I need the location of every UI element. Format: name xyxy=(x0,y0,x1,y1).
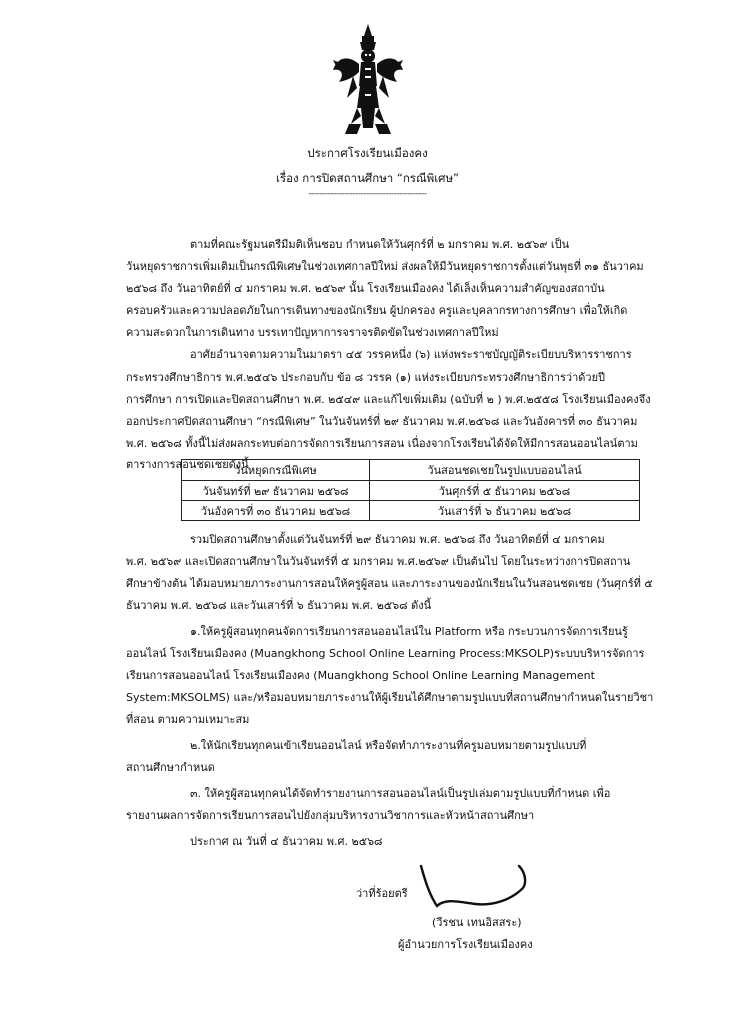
body-line: รวมปิดสถานศึกษาตั้งแต่วันจันทร์ที่ ๒๙ ธันวาคม พ.ศ. ๒๕๖๘ ถึง วันอาทิตย์ที่ ๔ มกราคม xyxy=(190,533,605,546)
body-line: ๑.ให้ครูผู้สอนทุกคนจัดการเรียนการสอนออนไลน์ใน Platform หรือ กระบวนการจัดการเรียนรู้ xyxy=(190,625,628,638)
table-cell: วันอังคารที่ ๓๐ ธันวาคม ๒๕๖๘ xyxy=(182,501,370,521)
body-line: ๓. ให้ครูผู้สอนทุกคนได้จัดทำรายงานการสอนออนไลน์เป็นรูปเล่มตามรูปแบบที่กำหนด เพื่อ xyxy=(190,787,611,800)
signer-position: ผู้อำนวยการโรงเรียนเมืองคง xyxy=(398,938,533,951)
body-line: ธันวาคม พ.ศ. ๒๕๖๘ และวันเสาร์ที่ ๖ ธันวาคม พ.ศ. ๒๕๖๘ ดังนี้ xyxy=(126,599,432,612)
body-line: System:MKSOLMS) และ/หรือมอบหมายภาระงานให้ผู้เรียนได้ศึกษาตามรูปแบบที่สถานศึกษากำหนดในรายวิชา xyxy=(126,691,654,704)
table-cell: วันเสาร์ที่ ๖ ธันวาคม ๒๕๖๘ xyxy=(370,501,640,521)
body-line: ออกประกาศปิดสถานศึกษา “กรณีพิเศษ” ในวันจันทร์ที่ ๒๙ ธันวาคม พ.ศ.๒๕๖๘ และวันอังคารที่ ๓๐ ธันวาคม xyxy=(126,415,638,428)
body-line: อาศัยอำนาจตามความในมาตรา ๔๕ วรรคหนึ่ง (๖) แห่งพระราชบัญญัติระเบียบบริหารราชการ xyxy=(190,348,632,361)
body-line: การศึกษา การเปิดและปิดสถานศึกษา พ.ศ. ๒๕๔๙ และแก้ไขเพิ่มเติม (ฉบับที่ ๒ ) พ.ศ.๒๕๕๘ โรงเรียนเมืองคงจึง xyxy=(126,393,651,406)
table-cell: วันจันทร์ที่ ๒๙ ธันวาคม ๒๕๖๘ xyxy=(182,481,370,501)
body-line: ออนไลน์ โรงเรียนเมืองคง (Muangkhong School Online Learning Process:MKSOLP)ระบบบริหารจัดการ xyxy=(126,647,645,660)
body-line: ๒๕๖๘ ถึง วันอาทิตย์ที่ ๔ มกราคม พ.ศ. ๒๕๖๙ นั้น โรงเรียนเมืองคง ได้เล็งเห็นความสำคัญของสถาบัน xyxy=(126,282,605,295)
body-line: วันหยุดราชการเพิ่มเติมเป็นกรณีพิเศษในช่วงเทศกาลปีใหม่ ส่งผลให้มีวันหยุดราชการตั้งแต่วันพุธที่ ๓๑ ธันวาคม xyxy=(126,260,644,273)
body-line: พ.ศ. ๒๕๖๙ และเปิดสถานศึกษาในวันจันทร์ที่ ๕ มกราคม พ.ศ.๒๕๖๙ เป็นต้นไป โดยในระหว่างการปิดสถาน xyxy=(126,555,631,568)
body-line: ตารางการสอนชดเชยดังนี้ xyxy=(126,458,249,471)
table-cell: วันศุกร์ที่ ๕ ธันวาคม ๒๕๖๘ xyxy=(370,481,640,501)
signer-rank: ว่าที่ร้อยตรี xyxy=(356,887,408,900)
table-header-cell: วันสอนชดเชยในรูปแบบออนไลน์ xyxy=(370,460,640,481)
announcement-subject: เรื่อง การปิดสถานศึกษา “กรณีพิเศษ” xyxy=(275,171,460,185)
garuda-emblem-icon xyxy=(331,24,405,136)
announcement-title: ประกาศโรงเรียนเมืองคง xyxy=(307,146,428,160)
body-line: ๒.ให้นักเรียนทุกคนเข้าเรียนออนไลน์ หรือจัดทำภาระงานที่ครูมอบหมายตามรูปแบบที่ xyxy=(190,739,587,752)
body-line: กระทรวงศึกษาธิการ พ.ศ.๒๕๔๖ ประกอบกับ ข้อ ๘ วรรค (๑) แห่งระเบียบกระทรวงศึกษาธิการว่าด้วยปี xyxy=(126,371,606,384)
body-line: ศึกษาข้างต้น ได้มอบหมายภาระงานการสอนให้ครูผู้สอน และภาระงานของนักเรียนในวันสอนชดเชย (วันศุกร์ที่ ๕ xyxy=(126,577,653,590)
body-line: ครอบครัวและความปลอดภัยในการเดินทางของนักเรียน ผู้ปกครอง ครูและบุคลากรทางการศึกษา เพื่อให้เกิด xyxy=(126,304,628,317)
body-line: ตามที่คณะรัฐมนตรีมีมติเห็นชอบ กำหนดให้วันศุกร์ที่ ๒ มกราคม พ.ศ. ๒๕๖๙ เป็น xyxy=(190,238,570,251)
signer-name: (วีรชน เทนอิสสระ) xyxy=(432,916,522,929)
body-line: ที่สอน ตามความเหมาะสม xyxy=(126,713,250,726)
table-header-cell: วันหยุดกรณีพิเศษ xyxy=(182,460,370,481)
handwritten-signature-icon xyxy=(415,862,533,914)
table-header-row xyxy=(182,460,640,481)
compensation-schedule-table xyxy=(181,459,640,521)
issue-date-line: ประกาศ ณ วันที่ ๔ ธันวาคม พ.ศ. ๒๕๖๘ xyxy=(190,835,383,848)
body-line: สถานศึกษากำหนด xyxy=(126,761,215,774)
body-line: พ.ศ. ๒๕๖๘ ทั้งนี้ไม่ส่งผลกระทบต่อการจัดการเรียนการสอน เนื่องจากโรงเรียนได้จัดให้มีการสอนออนไลน์ตาม xyxy=(126,437,638,450)
body-line: ความสะดวกในการเดินทาง บรรเทาปัญหาการจราจรติดขัดในช่วงเทศกาลปีใหม่ xyxy=(126,326,499,339)
table-row xyxy=(182,481,640,501)
body-line: รายงานผลการจัดการเรียนการสอนไปยังกลุ่มบริหารงานวิชาการและหัวหน้าสถานศึกษา xyxy=(126,809,535,822)
body-line: เรียนการสอนออนไลน์ โรงเรียนเมืองคง (Muangkhong School Online Learning Management xyxy=(126,669,595,682)
table-row xyxy=(182,501,640,521)
title-separator: ------------------------------------------- xyxy=(308,189,427,199)
